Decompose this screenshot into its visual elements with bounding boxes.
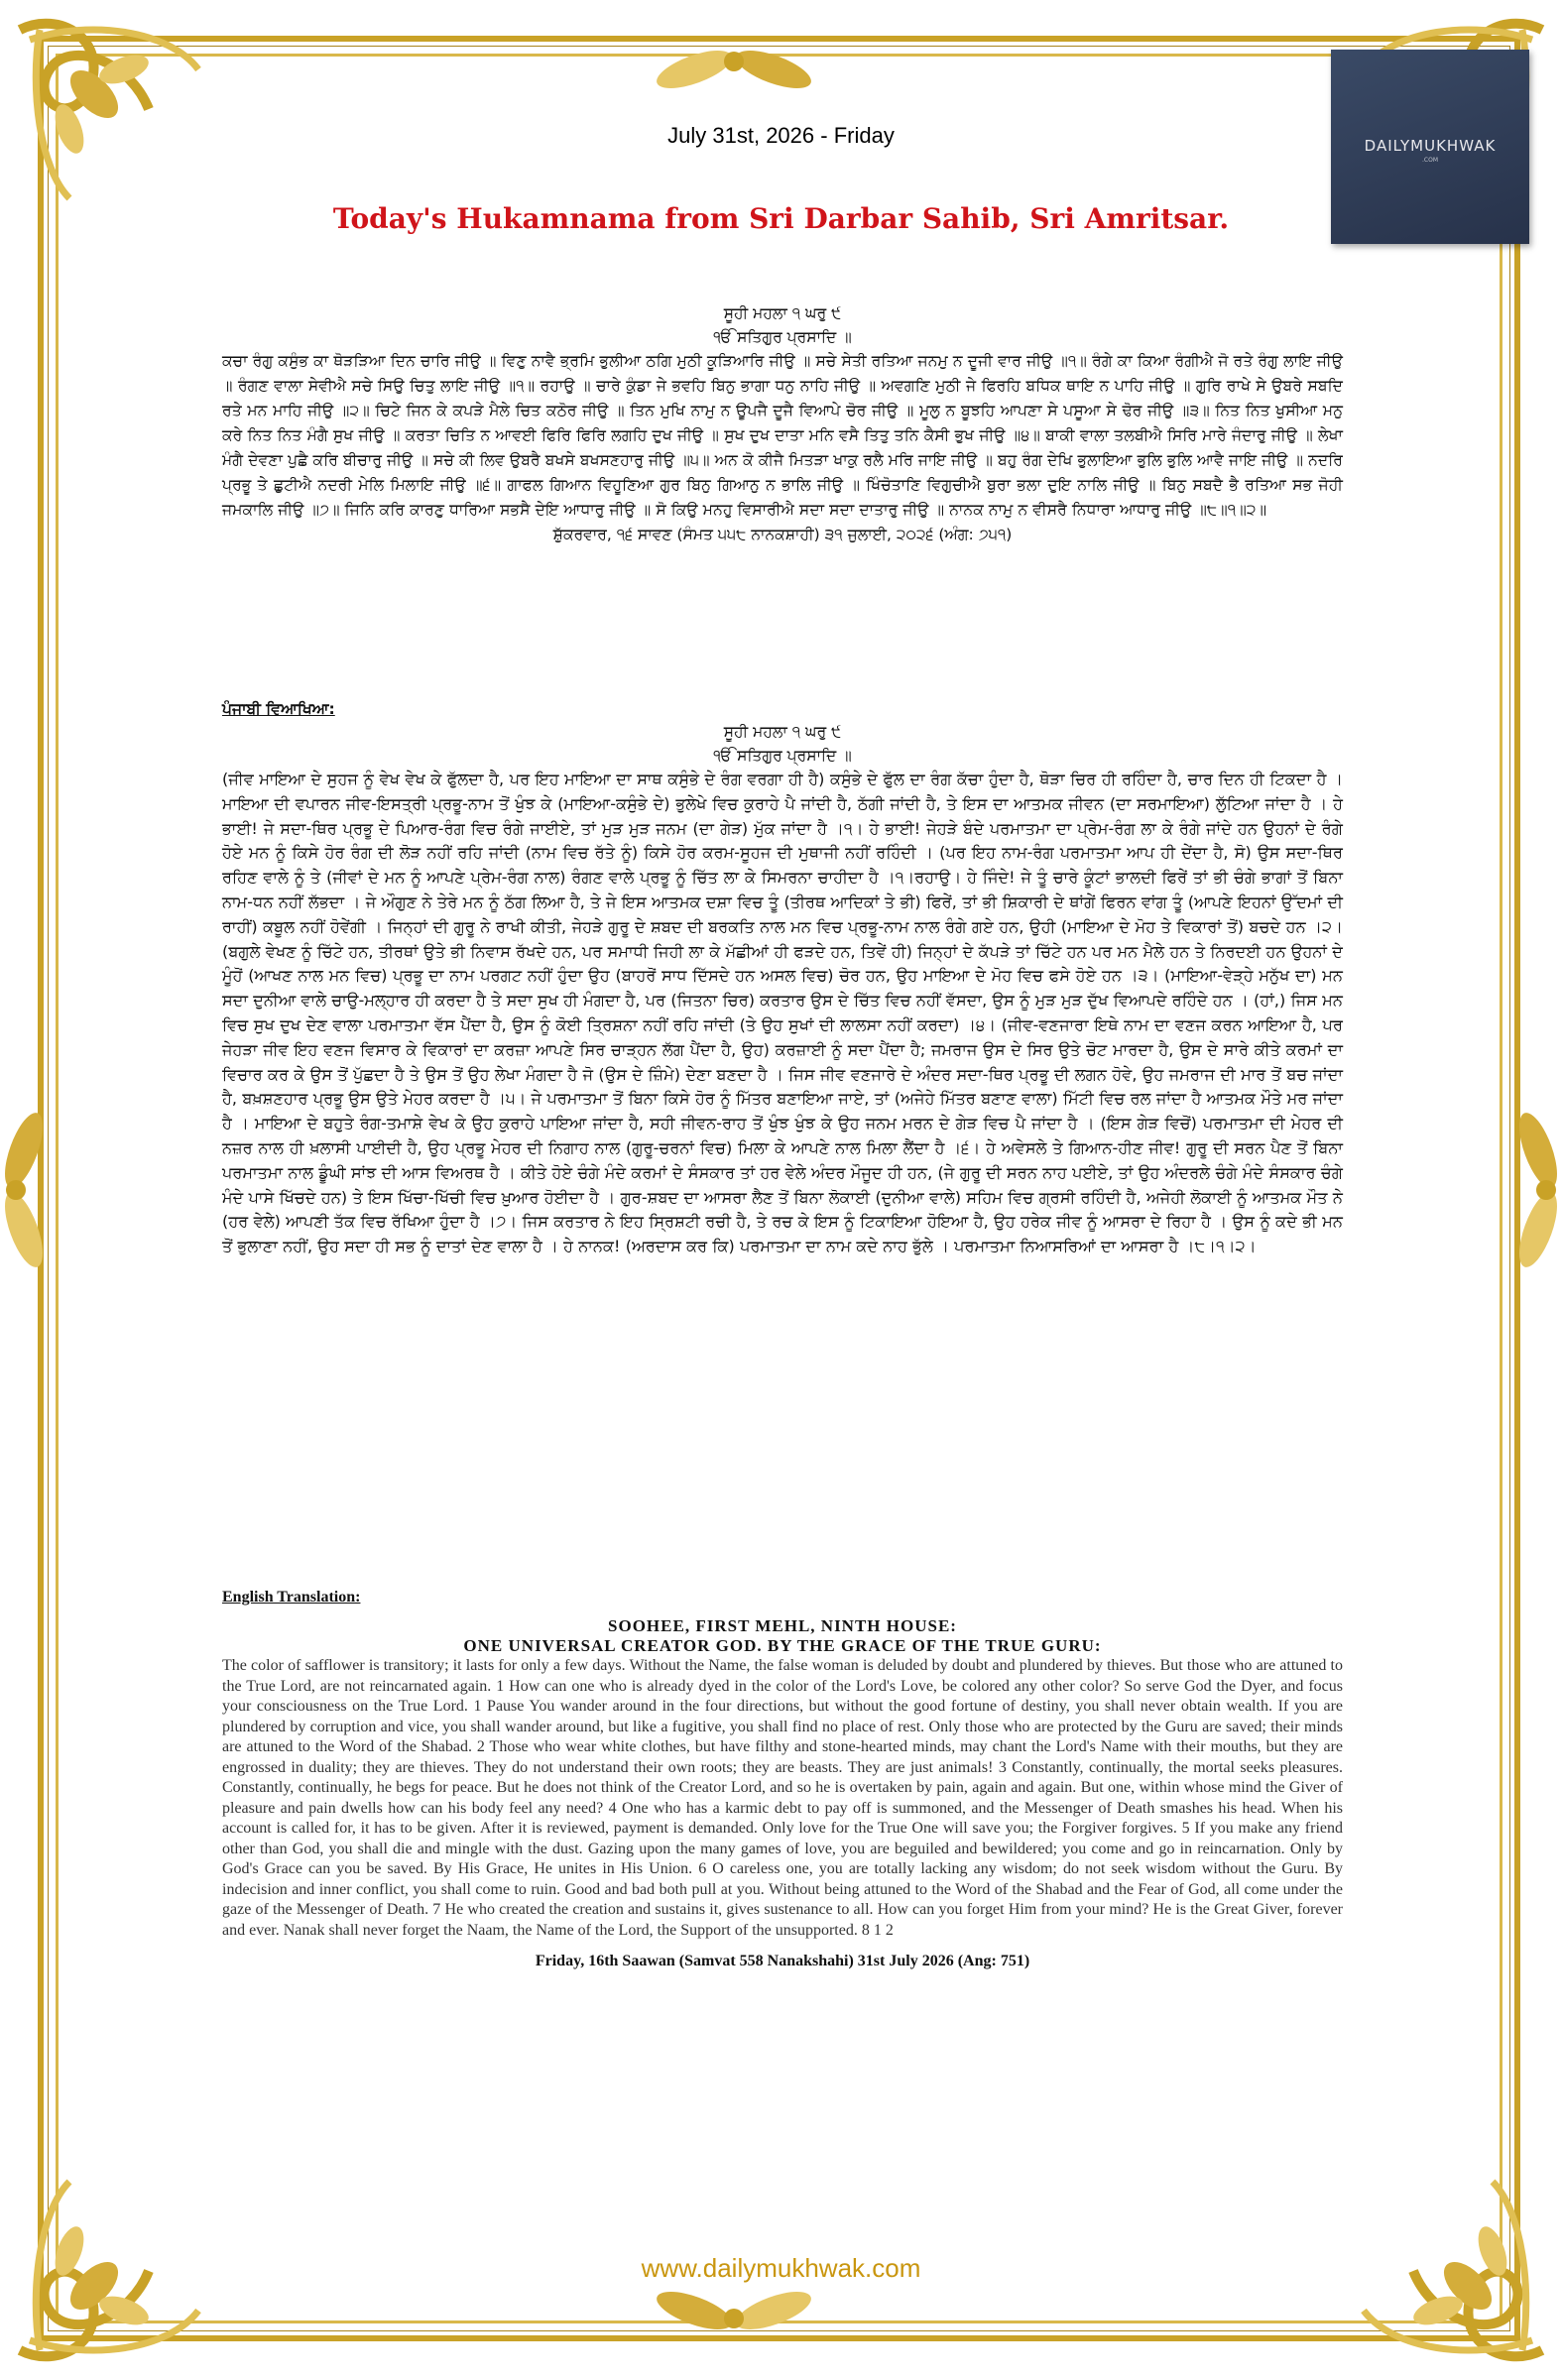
english-translation-text: The color of safflower is transitory; it lasts for only a few days. Without the Name, the false woman is deluded by doubt and plundered by thieves. But those who are attuned to the True Lord, are not reincarnated again. 1 How can one who is already dyed in the color of the Lord's Love, be colored any other color? So serve God the Dyer, and focus your consciousness on the True Lord. 1 Pause You wander around in the four directions, but without the good fortune of destiny, you shall never obtain wealth. If you are plundered by corruption and vice, you shall wander around, but like a fugitive, you shall find no place of rest. Only those who are protected by the Guru are saved; their minds are attuned to the Word of the Shabad. 2 Those who wear white clothes, but have filthy and stone-hearted minds, may chant the Lord's Name with their mouths, but they are engrossed in duality; they are thieves. They do not understand their own roots; they are beasts. They are just animals! 3 Constantly, continually, the mortal seeks pleasures. Constantly, continually, he begs for peace. But he does not think of the Creator Lord, and so he is overtaken by pain, again and again. But one, within whose mind the Giver of pleasure and pain dwells how can his body feel any need? 4 One who has a karmic debt to pay off is summoned, and the Messenger of Death smashes his head. When his account is called for, it has to be given. After it is reviewed, payment is demanded. Only love for the True One will save you; the Forgiver forgives. 5 If you make any friend other than God, you shall die and mingle with the dust. Gazing upon the many games of love, you are beguiled and bewildered; you come and go in reincarnation. Only by God's Grace can you be saved. By His Grace, He unites in His Union. 6 O careless one, you are totally lacking any wisdom; do not seek wisdom without the Guru. By indecision and inner conflict, you shall come to ruin. Good and bad both pull at you. Without being attuned to the Word of the Shabad and the Fear of God, all come under the gaze of the Messenger of Death. 7 He who created the creation and sustains it, gives sustenance to all. How can you forget Him from your mind? He is the Great Giver, forever and ever. Nanak shall never forget the Naam, the Name of the Lord, the Support of the unsupported. 8 1 2 — [222, 1657, 1343, 1939]
hukamnama-heading-raag: ਸੂਹੀ ਮਹਲਾ ੧ ਘਰੁ ੯ — [723, 304, 842, 322]
english-translation-section — [222, 1589, 1343, 1970]
side-leaf-ornament-icon — [0, 1101, 73, 1279]
hukamnama-section — [222, 301, 1343, 546]
punjabi-heading-raag: ਸੂਹੀ ਮਹਲਾ ੧ ਘਰੁ ੯ — [723, 723, 842, 741]
page-title: Today's Hukamnama from Sri Darbar Sahib, Sri Amritsar. — [332, 202, 1230, 235]
hukamnama-verse: ਕਚਾ ਰੰਗੁ ਕਸੁੰਭ ਕਾ ਥੋੜੜਿਆ ਦਿਨ ਚਾਰਿ ਜੀਉ ॥ ਵਿਣੁ ਨਾਵੈ ਭ੍ਰਮਿ ਭੁਲੀਆ ਠਗਿ ਮੁਠੀ ਕੂੜਿਆਰਿ ਜੀਉ ॥ ਸਚੇ ਸੇਤੀ ਰਤਿਆ ਜਨਮੁ ਨ ਦੂਜੀ ਵਾਰ ਜੀਉ ॥੧॥ ਰੰਗੇ ਕਾ ਕਿਆ ਰੰਗੀਐ ਜੋ ਰਤੇ ਰੰਗੁ ਲਾਇ ਜੀਉ ॥ ਰੰਗਣ ਵਾਲਾ ਸੇਵੀਐ ਸਚੇ ਸਿਉ ਚਿਤੁ ਲਾਇ ਜੀਉ ॥੧॥ ਰਹਾਉ ॥ ਚਾਰੇ ਕੁੰਡਾ ਜੇ ਭਵਹਿ ਬਿਨੁ ਭਾਗਾ ਧਨੁ ਨਾਹਿ ਜੀਉ ॥ ਅਵਗਣਿ ਮੁਠੀ ਜੇ ਫਿਰਹਿ ਬਧਿਕ ਥਾਇ ਨ ਪਾਹਿ ਜੀਉ ॥ ਗੁਰਿ ਰਾਖੇ ਸੇ ਉਬਰੇ ਸਬਦਿ ਰਤੇ ਮਨ ਮਾਹਿ ਜੀਉ ॥੨॥ ਚਿਟੇ ਜਿਨ ਕੇ ਕਪੜੇ ਮੈਲੇ ਚਿਤ ਕਠੋਰ ਜੀਉ ॥ ਤਿਨ ਮੁਖਿ ਨਾਮੁ ਨ ਊਪਜੈ ਦੂਜੈ ਵਿਆਪੇ ਚੋਰ ਜੀਉ ॥ ਮੂਲੁ ਨ ਬੂਝਹਿ ਆਪਣਾ ਸੇ ਪਸੂਆ ਸੇ ਢੋਰ ਜੀਉ ॥੩॥ ਨਿਤ ਨਿਤ ਖੁਸੀਆ ਮਨੁ ਕਰੇ ਨਿਤ ਨਿਤ ਮੰਗੈ ਸੁਖ ਜੀਉ ॥ ਕਰਤਾ ਚਿਤਿ ਨ ਆਵਈ ਫਿਰਿ ਫਿਰਿ ਲਗਹਿ ਦੁਖ ਜੀਉ ॥ ਸੁਖ ਦੁਖ ਦਾਤਾ ਮਨਿ ਵਸੈ ਤਿਤੁ ਤਨਿ ਕੈਸੀ ਭੁਖ ਜੀਉ ॥੪॥ ਬਾਕੀ ਵਾਲਾ ਤਲਬੀਐ ਸਿਰਿ ਮਾਰੇ ਜੰਦਾਰੁ ਜੀਉ ॥ ਲੇਖਾ ਮੰਗੈ ਦੇਵਣਾ ਪੁਛੈ ਕਰਿ ਬੀਚਾਰੁ ਜੀਉ ॥ ਸਚੇ ਕੀ ਲਿਵ ਉਬਰੈ ਬਖਸੇ ਬਖਸਣਹਾਰੁ ਜੀਉ ॥੫॥ ਅਨ ਕੋ ਕੀਜੈ ਮਿਤੜਾ ਖਾਕੁ ਰਲੈ ਮਰਿ ਜਾਇ ਜੀਉ ॥ ਬਹੁ ਰੰਗ ਦੇਖਿ ਭੁਲਾਇਆ ਭੁਲਿ ਭੁਲਿ ਆਵੈ ਜਾਇ ਜੀਉ ॥ ਨਦਰਿ ਪ੍ਰਭੂ ਤੇ ਛੁਟੀਐ ਨਦਰੀ ਮੇਲਿ ਮਿਲਾਇ ਜੀਉ ॥੬॥ ਗਾਫਲ ਗਿਆਨ ਵਿਹੂਣਿਆ ਗੁਰ ਬਿਨੁ ਗਿਆਨੁ ਨ ਭਾਲਿ ਜੀਉ ॥ ਖਿੰਚੋਤਾਣਿ ਵਿਗੁਚੀਐ ਬੁਰਾ ਭਲਾ ਦੁਇ ਨਾਲਿ ਜੀਉ ॥ ਬਿਨੁ ਸਬਦੈ ਭੈ ਰਤਿਆ ਸਭ ਜੋਹੀ ਜਮਕਾਲਿ ਜੀਉ ॥੭॥ ਜਿਨਿ ਕਰਿ ਕਾਰਣੁ ਧਾਰਿਆ ਸਭਸੈ ਦੇਇ ਆਧਾਰੁ ਜੀਉ ॥ ਸੋ ਕਿਉ ਮਨਹੁ ਵਿਸਾਰੀਐ ਸਦਾ ਸਦਾ ਦਾਤਾਰੁ ਜੀਉ ॥ ਨਾਨਕ ਨਾਮੁ ਨ ਵੀਸਰੈ ਨਿਧਾਰਾ ਆਧਾਰੁ ਜੀਉ ॥੮॥੧॥੨॥ — [222, 352, 1344, 519]
website-link[interactable]: www.dailymukhwak.com — [641, 2253, 921, 2283]
hukamnama-date: ਸ਼ੁੱਕਰਵਾਰ, ੧੬ ਸਾਵਣ (ਸੰਮਤ ੫੫੮ ਨਾਨਕਸ਼ਾਹੀ) ੩੧ ਜੁਲਾਈ, ੨੦੨੬ (ਅੰਗ: ੭੫੧) — [552, 526, 1013, 543]
english-heading-raag: SOOHEE, FIRST MEHL, NINTH HOUSE: — [608, 1616, 957, 1635]
side-leaf-ornament-icon — [1489, 1101, 1562, 1279]
punjabi-vyakhya-label: ਪੰਜਾਬੀ ਵਿਆਖਿਆ: — [222, 700, 335, 718]
punjabi-vyakhya-text: (ਜੀਵ ਮਾਇਆ ਦੇ ਸੁਹਜ ਨੂੰ ਵੇਖ ਵੇਖ ਕੇ ਫੁੱਲਦਾ ਹੈ, ਪਰ ਇਹ ਮਾਇਆ ਦਾ ਸਾਥ ਕਸੁੰਭੇ ਦੇ ਰੰਗ ਵਰਗਾ ਹੀ ਹੈ) ਕਸੁੰਭੇ ਦੇ ਫੁੱਲ ਦਾ ਰੰਗ ਕੱਚਾ ਹੁੰਦਾ ਹੈ, ਥੋੜਾ ਚਿਰ ਹੀ ਰਹਿੰਦਾ ਹੈ, ਚਾਰ ਦਿਨ ਹੀ ਟਿਕਦਾ ਹੈ । ਮਾਇਆ ਦੀ ਵਪਾਰਨ ਜੀਵ-ਇਸਤ੍ਰੀ ਪ੍ਰਭੂ-ਨਾਮ ਤੋਂ ਖੁੰਝ ਕੇ (ਮਾਇਆ-ਕਸੁੰਭੇ ਦੇ) ਭੁਲੇਖੇ ਵਿਚ ਕੁਰਾਹੇ ਪੈ ਜਾਂਦੀ ਹੈ, ਠੱਗੀ ਜਾਂਦੀ ਹੈ, ਤੇ ਇਸ ਦਾ ਆਤਮਕ ਜੀਵਨ (ਦਾ ਸਰਮਾਇਆ) ਲੁੱਟਿਆ ਜਾਂਦਾ ਹੈ । ਹੇ ਭਾਈ! ਜੇ ਸਦਾ-ਥਿਰ ਪ੍ਰਭੂ ਦੇ ਪਿਆਰ-ਰੰਗ ਵਿਚ ਰੰਗੇ ਜਾਈਏ, ਤਾਂ ਮੁੜ ਮੁੜ ਜਨਮ (ਦਾ ਗੇੜ) ਮੁੱਕ ਜਾਂਦਾ ਹੈ ।੧। ਹੇ ਭਾਈ! ਜੇਹੜੇ ਬੰਦੇ ਪਰਮਾਤਮਾ ਦਾ ਪ੍ਰੇਮ-ਰੰਗ ਲਾ ਕੇ ਰੰਗੇ ਜਾਂਦੇ ਹਨ ਉਹਨਾਂ ਦੇ ਰੰਗੇ ਹੋਏ ਮਨ ਨੂੰ ਕਿਸੇ ਹੋਰ ਰੰਗ ਦੀ ਲੋੜ ਨਹੀਂ ਰਹਿ ਜਾਂਦੀ (ਨਾਮ ਵਿਚ ਰੱਤੇ ਨੂੰ) ਕਿਸੇ ਹੋਰ ਕਰਮ-ਸੂਹਜ ਦੀ ਮੁਥਾਜੀ ਨਹੀਂ ਰਹਿੰਦੀ । (ਪਰ ਇਹ ਨਾਮ-ਰੰਗ ਪਰਮਾਤਮਾ ਆਪ ਹੀ ਦੇਂਦਾ ਹੈ, ਸੋ) ਉਸ ਸਦਾ-ਥਿਰ ਰਹਿਣ ਵਾਲੇ ਨੂੰ ਤੇ (ਜੀਵਾਂ ਦੇ ਮਨ ਨੂੰ ਆਪਣੇ ਪ੍ਰੇਮ-ਰੰਗ ਨਾਲ) ਰੰਗਣ ਵਾਲੇ ਪ੍ਰਭੂ ਨੂੰ ਚਿੱਤ ਲਾ ਕੇ ਸਿਮਰਨਾ ਚਾਹੀਦਾ ਹੈ ।੧।ਰਹਾਉ। ਹੇ ਜਿੰਦੇ! ਜੇ ਤੂੰ ਚਾਰੇ ਕੂੰਟਾਂ ਭਾਲਦੀ ਫਿਰੇਂ ਤਾਂ ਭੀ ਚੰਗੇ ਭਾਗਾਂ ਤੋਂ ਬਿਨਾ ਨਾਮ-ਧਨ ਨਹੀਂ ਲੱਭਦਾ । ਜੇ ਔਗੁਣ ਨੇ ਤੇਰੇ ਮਨ ਨੂੰ ਠੱਗ ਲਿਆ ਹੈ, ਤੇ ਜੇ ਇਸ ਆਤਮਕ ਦਸ਼ਾ ਵਿਚ ਤੂੰ (ਤੀਰਥ ਆਦਿਕਾਂ ਤੇ ਭੀ) ਫਿਰੇਂ, ਤਾਂ ਭੀ ਸ਼ਿਕਾਰੀ ਦੇ ਥਾਂਗੇਂ ਫਿਰਨ ਵਾਂਗ ਤੂੰ (ਆਪਣੇ ਇਹਨਾਂ ਉੱਦਮਾਂ ਦੀ ਰਾਹੀਂ) ਕਬੂਲ ਨਹੀਂ ਹੋਵੇਂਗੀ । ਜਿਨ੍ਹਾਂ ਦੀ ਗੁਰੂ ਨੇ ਰਾਖੀ ਕੀਤੀ, ਜੇਹੜੇ ਗੁਰੂ ਦੇ ਸ਼ਬਦ ਦੀ ਬਰਕਤਿ ਨਾਲ ਮਨ ਵਿਚ ਪ੍ਰਭੂ-ਨਾਮ ਨਾਲ ਰੰਗੇ ਗਏ ਹਨ, ਉਹੀ (ਮਾਇਆ ਦੇ ਮੋਹ ਤੇ ਵਿਕਾਰਾਂ ਤੋਂ) ਬਚਦੇ ਹਨ ।੨। (ਬਗੁਲੇ ਵੇਖਣ ਨੂੰ ਚਿੱਟੇ ਹਨ, ਤੀਰਥਾਂ ਉਤੇ ਭੀ ਨਿਵਾਸ ਰੱਖਦੇ ਹਨ, ਪਰ ਸਮਾਧੀ ਜਿਹੀ ਲਾ ਕੇ ਮੱਛੀਆਂ ਹੀ ਫੜਦੇ ਹਨ, ਤਿਵੇਂ ਹੀ) ਜਿਨ੍ਹਾਂ ਦੇ ਕੱਪੜੇ ਤਾਂ ਚਿੱਟੇ ਹਨ ਪਰ ਮਨ ਮੈਲੇ ਹਨ ਤੇ ਨਿਰਦਈ ਹਨ ਉਹਨਾਂ ਦੇ ਮੂੰਹੋਂ (ਆਖਣ ਨਾਲ ਮਨ ਵਿਚ) ਪ੍ਰਭੂ ਦਾ ਨਾਮ ਪਰਗਟ ਨਹੀਂ ਹੁੰਦਾ ਉਹ (ਬਾਹਰੋਂ ਸਾਧ ਦਿੱਸਦੇ ਹਨ ਅਸਲ ਵਿਚ) ਚੋਰ ਹਨ, ਉਹ ਮਾਇਆ ਦੇ ਮੋਹ ਵਿਚ ਫਸੇ ਹੋਏ ਹਨ ।੩। (ਮਾਇਆ-ਵੇੜ੍ਹੇ ਮਨੁੱਖ ਦਾ) ਮਨ ਸਦਾ ਦੁਨੀਆ ਵਾਲੇ ਚਾਉ-ਮਲ੍ਹਾਰ ਹੀ ਕਰਦਾ ਹੈ ਤੇ ਸਦਾ ਸੁਖ ਹੀ ਮੰਗਦਾ ਹੈ, ਪਰ (ਜਿਤਨਾ ਚਿਰ) ਕਰਤਾਰ ਉਸ ਦੇ ਚਿੱਤ ਵਿਚ ਨਹੀਂ ਵੱਸਦਾ, ਉਸ ਨੂੰ ਮੁੜ ਮੁੜ ਦੁੱਖ ਵਿਆਪਦੇ ਰਹਿੰਦੇ ਹਨ । (ਹਾਂ,) ਜਿਸ ਮਨ ਵਿਚ ਸੁਖ ਦੁਖ ਦੇਣ ਵਾਲਾ ਪਰਮਾਤਮਾ ਵੱਸ ਪੈਂਦਾ ਹੈ, ਉਸ ਨੂੰ ਕੋਈ ਤ੍ਰਿਸ਼ਨਾ ਨਹੀਂ ਰਹਿ ਜਾਂਦੀ (ਤੇ ਉਹ ਸੁਖਾਂ ਦੀ ਲਾਲਸਾ ਨਹੀਂ ਕਰਦਾ) ।੪। (ਜੀਵ-ਵਣਜਾਰਾ ਇਥੇ ਨਾਮ ਦਾ ਵਣਜ ਕਰਨ ਆਇਆ ਹੈ, ਪਰ ਜੇਹੜਾ ਜੀਵ ਇਹ ਵਣਜ ਵਿਸਾਰ ਕੇ ਵਿਕਾਰਾਂ ਦਾ ਕਰਜ਼ਾ ਆਪਣੇ ਸਿਰ ਚਾੜ੍ਹਨ ਲੱਗ ਪੈਂਦਾ ਹੈ, ਉਹ) ਕਰਜ਼ਾਈ ਨੂੰ ਸਦਾ ਪੈਂਦਾ ਹੈ; ਜਮਰਾਜ ਉਸ ਦੇ ਸਿਰ ਉਤੇ ਚੋਟ ਮਾਰਦਾ ਹੈ, ਉਸ ਦੇ ਸਾਰੇ ਕੀਤੇ ਕਰਮਾਂ ਦਾ ਵਿਚਾਰ ਕਰ ਕੇ ਉਸ ਤੋਂ ਪੁੱਛਦਾ ਹੈ ਤੇ ਉਸ ਤੋਂ ਉਹ ਲੇਖਾ ਮੰਗਦਾ ਹੈ ਜੋ (ਉਸ ਦੇ ਜ਼ਿੰਮੇ) ਦੇਣਾ ਬਣਦਾ ਹੈ । ਜਿਸ ਜੀਵ ਵਣਜਾਰੇ ਦੇ ਅੰਦਰ ਸਦਾ-ਥਿਰ ਪ੍ਰਭੂ ਦੀ ਲਗਨ ਹੋਵੇ, ਉਹ ਜਮਰਾਜ ਦੀ ਮਾਰ ਤੋਂ ਬਚ ਜਾਂਦਾ ਹੈ, ਬਖ਼ਸ਼ਣਹਾਰ ਪ੍ਰਭੂ ਉਸ ਉਤੇ ਮੇਹਰ ਕਰਦਾ ਹੈ ।੫। ਜੇ ਪਰਮਾਤਮਾ ਤੋਂ ਬਿਨਾ ਕਿਸੇ ਹੋਰ ਨੂੰ ਮਿੱਤਰ ਬਣਾਇਆ ਜਾਏ, ਤਾਂ (ਅਜੇਹੇ ਮਿੱਤਰ ਬਣਾਣ ਵਾਲਾ) ਮਿੱਟੀ ਵਿਚ ਰਲ ਜਾਂਦਾ ਹੈ ਆਤਮਕ ਮੌਤੇ ਮਰ ਜਾਂਦਾ ਹੈ । ਮਾਇਆ ਦੇ ਬਹੁਤੇ ਰੰਗ-ਤਮਾਸ਼ੇ ਵੇਖ ਕੇ ਉਹ ਕੁਰਾਹੇ ਪਾਇਆ ਜਾਂਦਾ ਹੈ, ਸਹੀ ਜੀਵਨ-ਰਾਹ ਤੋਂ ਖੁੰਝ ਖੁੰਝ ਕੇ ਉਹ ਜਨਮ ਮਰਨ ਦੇ ਗੇੜ ਵਿਚ ਪੈ ਜਾਂਦਾ ਹੈ । (ਇਸ ਗੇੜ ਵਿਚੋਂ) ਪਰਮਾਤਮਾ ਦੀ ਮੇਹਰ ਦੀ ਨਜ਼ਰ ਨਾਲ ਹੀ ਖ਼ਲਾਸੀ ਪਾਈਦੀ ਹੈ, ਉਹ ਪ੍ਰਭੂ ਮੇਹਰ ਦੀ ਨਿਗਾਹ ਨਾਲ (ਗੁਰੂ-ਚਰਨਾਂ ਵਿਚ) ਮਿਲਾ ਕੇ ਆਪਣੇ ਨਾਲ ਮਿਲਾ ਲੈਂਦਾ ਹੈ ।੬। ਹੇ ਅਵੇਸਲੇ ਤੇ ਗਿਆਨ-ਹੀਣ ਜੀਵ! ਗੁਰੂ ਦੀ ਸਰਨ ਪੈਣ ਤੋਂ ਬਿਨਾ ਪਰਮਾਤਮਾ ਨਾਲ ਡੂੰਘੀ ਸਾਂਝ ਦੀ ਆਸ ਵਿਅਰਥ ਹੈ । ਕੀਤੇ ਹੋਏ ਚੰਗੇ ਮੰਦੇ ਕਰਮਾਂ ਦੇ ਸੰਸਕਾਰ ਤਾਂ ਹਰ ਵੇਲੇ ਅੰਦਰ ਮੌਜੂਦ ਹੀ ਹਨ, (ਜੇ ਗੁਰੂ ਦੀ ਸਰਨ ਨਾਹ ਪਈਏ, ਤਾਂ ਉਹ ਅੰਦਰਲੇ ਚੰਗੇ ਮੰਦੇ ਸੰਸਕਾਰ ਚੰਗੇ ਮੰਦੇ ਪਾਸੇ ਖਿੱਚਦੇ ਹਨ) ਤੇ ਇਸ ਖਿੱਚਾ-ਖਿੱਚੀ ਵਿਚ ਖ਼ੁਆਰ ਹੋਈਦਾ ਹੈ । ਗੁਰ-ਸ਼ਬਦ ਦਾ ਆਸਰਾ ਲੈਣ ਤੋਂ ਬਿਨਾ ਲੋਕਾਈ (ਦੁਨੀਆ ਵਾਲੇ) ਸਹਿਮ ਵਿਚ ਗ੍ਰਸੀ ਰਹਿੰਦੀ ਹੈ, ਅਜੇਹੀ ਲੋਕਾਈ ਨੂੰ ਆਤਮਕ ਮੌਤ ਨੇ (ਹਰ ਵੇਲੇ) ਆਪਣੀ ਤੱਕ ਵਿਚ ਰੱਖਿਆ ਹੁੰਦਾ ਹੈ ।੭। ਜਿਸ ਕਰਤਾਰ ਨੇ ਇਹ ਸ੍ਰਿਸ਼ਟੀ ਰਚੀ ਹੈ, ਤੇ ਰਚ ਕੇ ਇਸ ਨੂੰ ਟਿਕਾਇਆ ਹੋਇਆ ਹੈ, ਉਹ ਹਰੇਕ ਜੀਵ ਨੂੰ ਆਸਰਾ ਦੇ ਰਿਹਾ ਹੈ । ਉਸ ਨੂੰ ਕਦੇ ਭੀ ਮਨ ਤੋਂ ਭੁਲਾਣਾ ਨਹੀਂ, ਉਹ ਸਦਾ ਹੀ ਸਭ ਨੂੰ ਦਾਤਾਂ ਦੇਣ ਵਾਲਾ ਹੈ । ਹੇ ਨਾਨਕ! (ਅਰਦਾਸ ਕਰ ਕਿ) ਪਰਮਾਤਮਾ ਦਾ ਨਾਮ ਕਦੇ ਨਾਹ ਭੁੱਲੇ । ਪਰਮਾਤਮਾ ਨਿਆਸਰਿਆਂ ਦਾ ਆਸਰਾ ਹੈ ।੮।੧।੨। — [222, 770, 1343, 1256]
punjabi-heading-mool: ੴ ਸਤਿਗੁਰ ਪ੍ਰਸਾਦਿ ॥ — [713, 747, 852, 765]
hukamnama-heading-mool: ੴ ਸਤਿਗੁਰ ਪ੍ਰਸਾਦਿ ॥ — [713, 328, 852, 346]
page-date: July 31st, 2026 - Friday — [667, 123, 895, 148]
corner-ornament-icon — [0, 0, 228, 228]
punjabi-vyakhya-section — [222, 698, 1343, 1259]
english-translation-label: English Translation: — [222, 1589, 361, 1606]
english-heading-mool: ONE UNIVERSAL CREATOR GOD. BY THE GRACE OF THE TRUE GURU: — [463, 1636, 1102, 1655]
top-leaf-ornament-icon — [645, 40, 823, 119]
logo-text: DAILYMUKHWAK — [1364, 137, 1497, 155]
english-date-footer: Friday, 16th Saawan (Samvat 558 Nanakshahi) 31st July 2026 (Ang: 751) — [535, 1953, 1030, 1969]
logo-subtext: .COM — [1422, 157, 1438, 164]
